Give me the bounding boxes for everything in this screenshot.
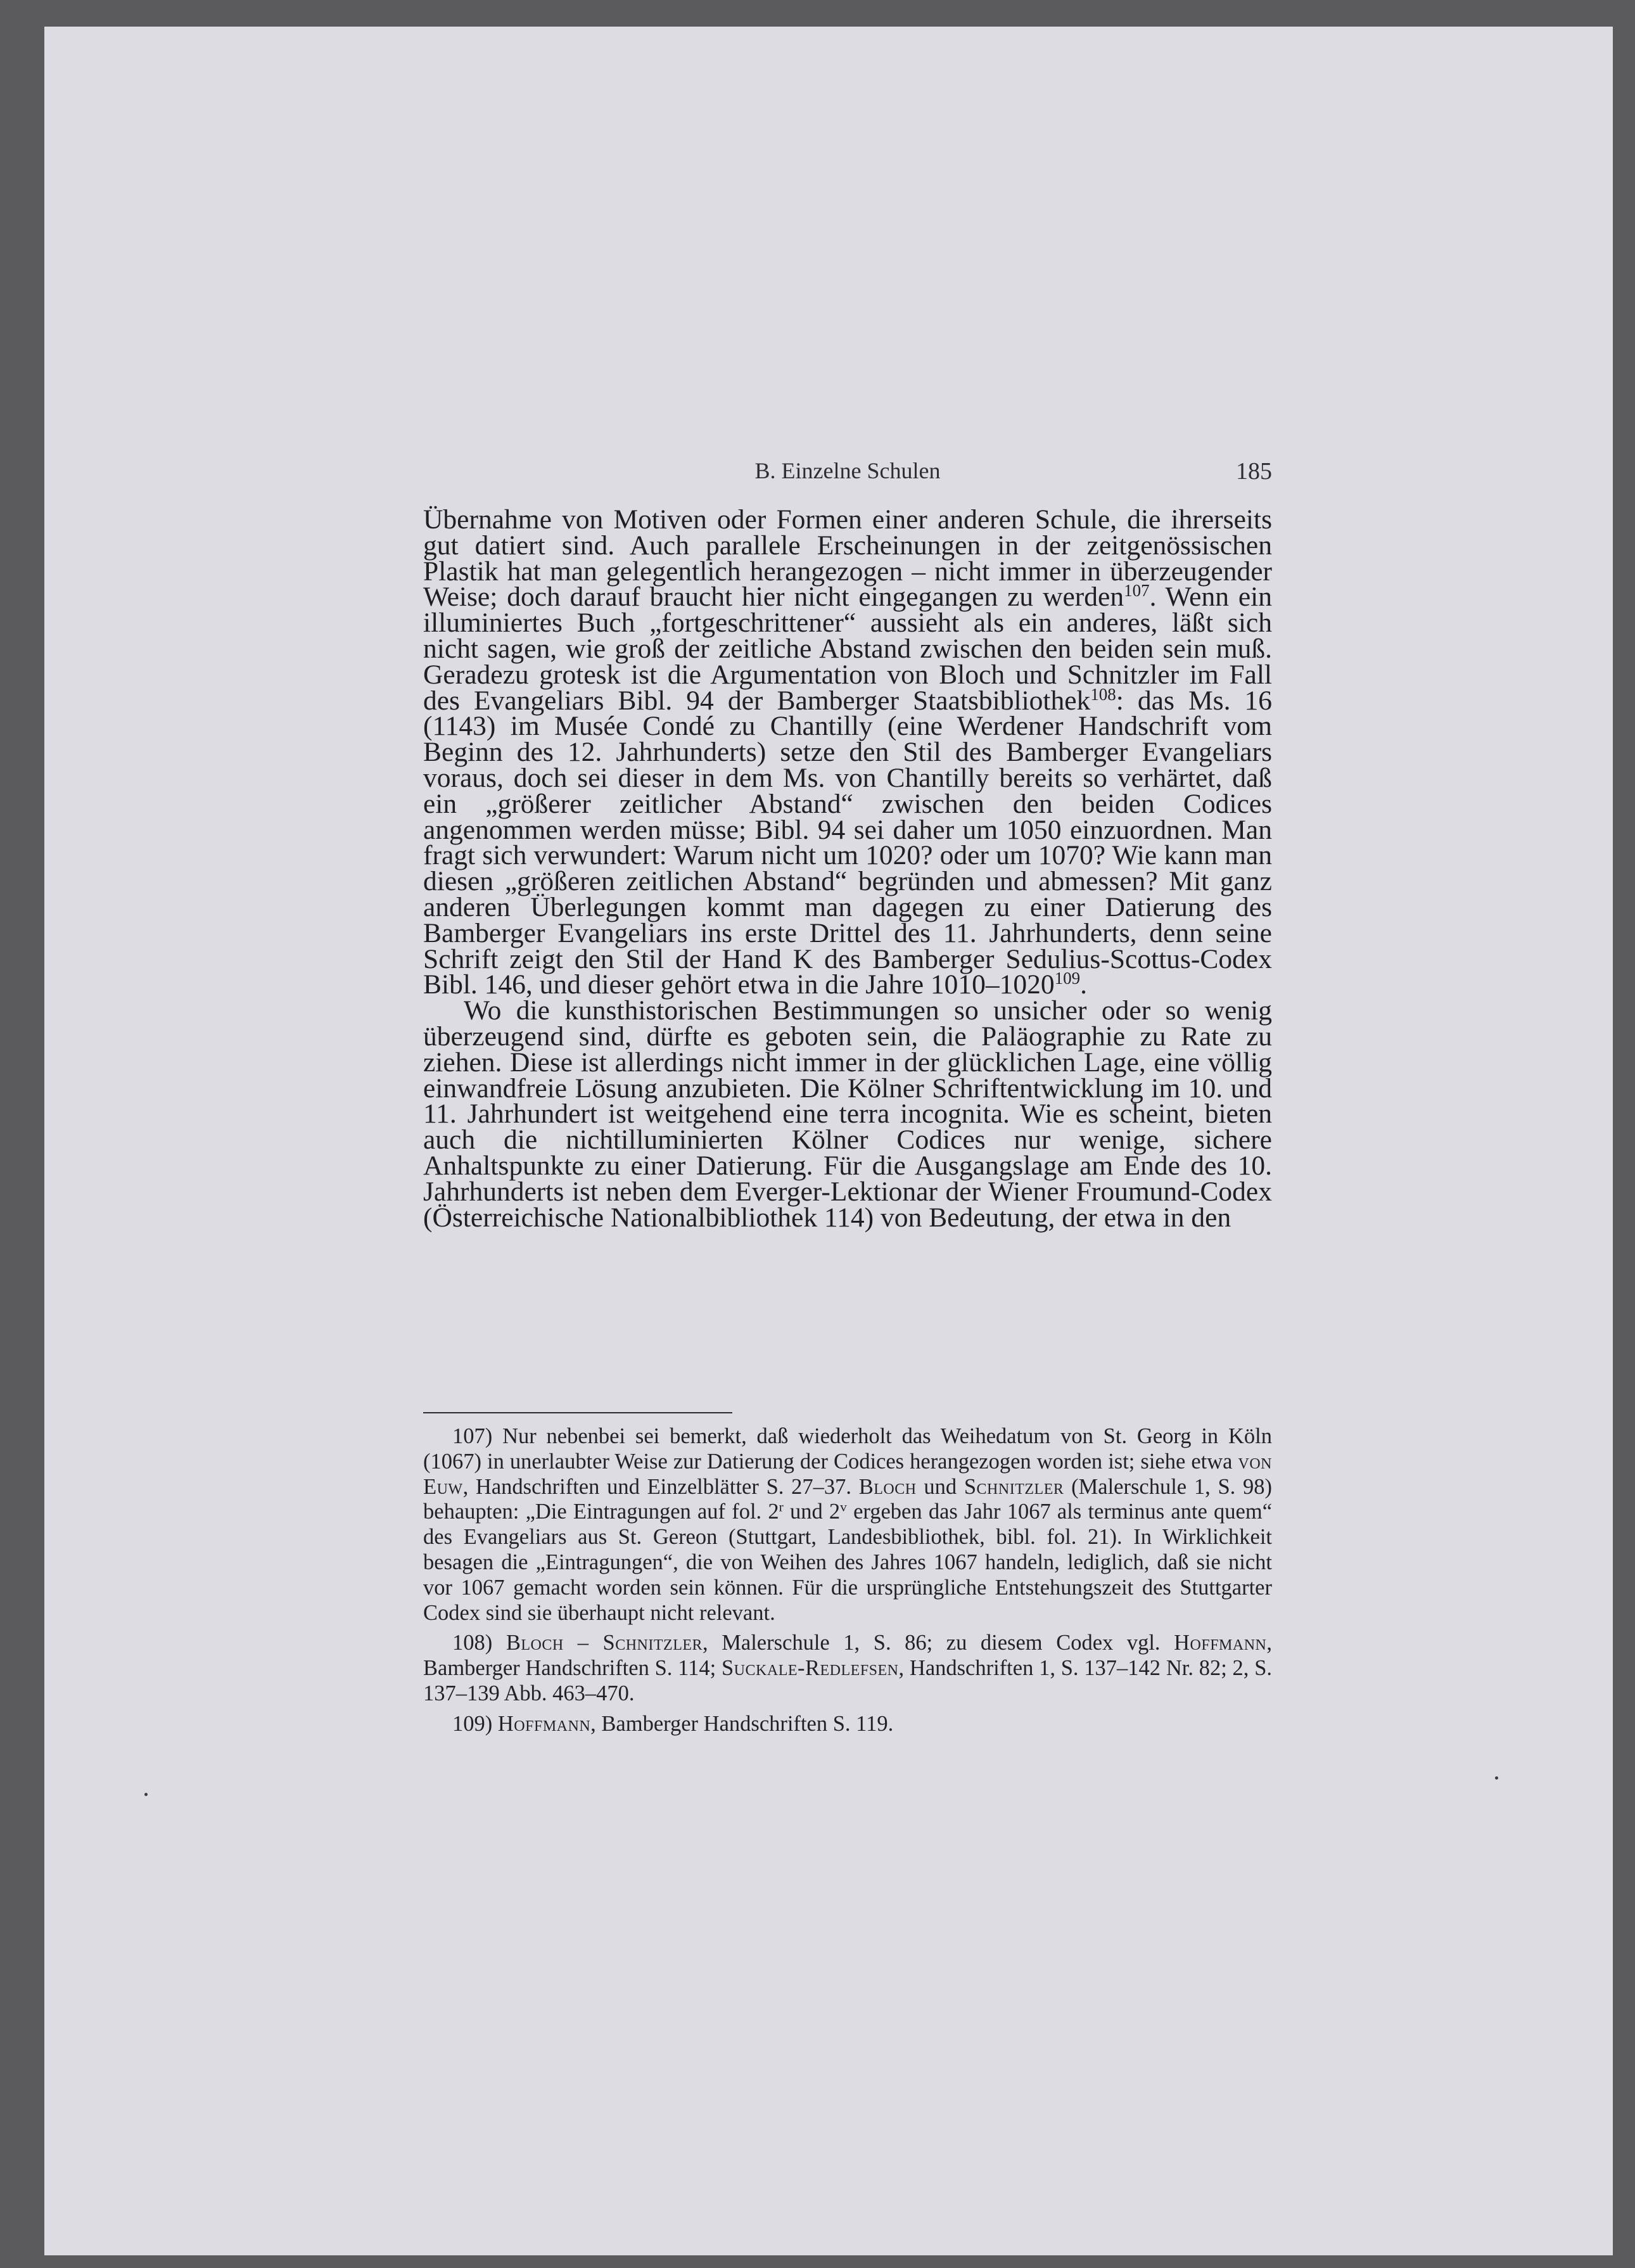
footnote-107-text-f: ergeben das Jahr 1067 als terminus ante quem“ des Evangeliars aus St. Gereon (Stuttgart, Landesbibliothek, bibl. fol. 21). In Wirklichkeit besagen die „Eintragungen“, die von Weihen des Jahres 1067 handeln, lediglich, daß sie nicht vor 1067 gemacht worden sein können. Für die ursprüngliche Entstehungszeit des Stuttgarter Codex sind sie überhaupt nicht relevant. — [423, 1500, 1273, 1625]
running-head: B. Einzelne Schulen — [754, 458, 941, 483]
author-hoffmann-2: Hoffmann — [497, 1711, 591, 1736]
paragraph-1 — [423, 504, 1273, 1000]
author-bloch: Bloch — [858, 1474, 917, 1499]
footnote-107-text-d: (Malerschule 1, S. 98) behaupten: „Die Eintragungen auf fol. 2 — [423, 1474, 1273, 1524]
footnotes — [423, 1424, 1272, 1742]
folio-verso-mark: v — [840, 1499, 847, 1515]
main-text — [423, 504, 1273, 1233]
author-schnitzler: Schnitzler — [964, 1474, 1064, 1499]
footnote-108-text-b: , Bamberger Handschriften S. 114; — [423, 1631, 1273, 1681]
page-header — [423, 457, 1272, 495]
paragraph-1-text-d: . — [1080, 969, 1088, 1000]
scan-speck-right — [1495, 1776, 1498, 1780]
footnote-ref-108: 108 — [1090, 684, 1116, 704]
footnote-107-text-e: und 2 — [783, 1500, 841, 1524]
author-suckale-redlefsen: Suckale-Redlefsen — [722, 1656, 899, 1681]
footnote-108-text-c: , Handschriften 1, S. 137–142 Nr. 82; 2, S. 137–139 Abb. 463–470. — [423, 1656, 1273, 1705]
paragraph-2: Wo die kunsthistorischen Bestimmungen so unsicher oder so wenig überzeugend sind, dürfte es geboten sein, die Paläographie zu Rate zu ziehen. Diese ist allerdings nicht immer in der glücklichen Lage, eine völlig einwandfreie Lösung anzubieten. Die Kölner Schriftentwicklung im 10. und 11. Jahrhundert ist weitgehend eine terra incognita. Wie es scheint, bieten auch die nichtilluminierten Kölner Codices nur wenige, sichere Anhaltspunkte zu einer Datierung. Für die Ausgangslage am Ende des 10. Jahrhunderts ist neben dem Everger-Lektionar der Wiener Froumund-Codex (Österreichische Nationalbibliothek 114) von Bedeutung, der etwa in den — [423, 995, 1272, 1233]
paragraph-1-text-a: Übernahme von Motiven oder Formen einer anderen Schule, die ihrerseits gut datiert sind. Auch parallele Erscheinungen in der zeitgenössischen Plastik hat man gelegentlich herangezogen – nicht immer in überzeugender Weise; doch darauf braucht hier nicht eingegangen zu werden — [423, 504, 1272, 613]
footnote-108 — [423, 1631, 1272, 1706]
author-hoffmann: Hoffmann — [1174, 1631, 1267, 1655]
footnote-separator — [423, 1412, 732, 1413]
footnote-109-number: 109) — [452, 1711, 498, 1736]
paragraph-1-text-c: : das Ms. 16 (1143) im Musée Condé zu Chantilly (eine Werdener Handschrift vom Beginn des 12. Jahrhunderts) setze den Stil des Bamberger Evangeliars voraus, doch sei dieser in dem Ms. von Chantilly bereits so verhärtet, daß ein „größerer zeitlicher Abstand“ zwischen den beiden Codices angenommen werden müsse; Bibl. 94 sei daher um 1050 einzuordnen. Man fragt sich verwundert: Warum nicht um 1020? oder um 1070? Wie kann man diesen „größeren zeitlichen Abstand“ begründen und abmessen? Mit ganz anderen Überlegungen kommt man dagegen zu einer Datierung des Bamberger Evangeliars ins erste Drittel des 11. Jahrhunderts, denn seine Schrift zeigt den Stil der Hand K des Bamberger Sedulius-Scottus-Codex Bibl. 146, und dieser gehört etwa in die Jahre 1010–1020 — [423, 685, 1273, 1000]
author-bloch-schnitzler: Bloch – Schnitzler — [506, 1631, 703, 1655]
paragraph-1-text-b: . Wenn ein illuminiertes Buch „fortgeschrittener“ aussieht als ein anderes, läßt sich nicht sagen, wie groß der zeitliche Abstand zwischen den beiden sein muß. Geradezu grotesk ist die Argumentation von Bloch und Schnitzler im Fall des Evangeliars Bibl. 94 der Bamberger Staatsbibliothek — [423, 582, 1272, 716]
footnote-107-text-c: und — [916, 1474, 964, 1499]
footnote-ref-109: 109 — [1054, 969, 1081, 988]
scan-speck-left — [144, 1793, 148, 1796]
footnote-108-number: 108) — [452, 1631, 506, 1655]
footnote-109 — [423, 1712, 1272, 1737]
footnote-109-text: , Bamberger Handschriften S. 119. — [590, 1711, 894, 1736]
footnote-107-text-a: 107) Nur nebenbei sei bemerkt, daß wiederholt das Weihedatum von St. Georg in Köln (1067) in unerlaubter Weise zur Datierung der Codices herangezogen worden ist; siehe etwa — [423, 1424, 1272, 1474]
page-number: 185 — [1236, 458, 1272, 485]
author-von-euw: von Euw — [423, 1449, 1272, 1499]
footnote-108-text-a: , Malerschule 1, S. 86; zu diesem Codex vgl. — [703, 1631, 1174, 1655]
folio-recto-mark: r — [779, 1499, 784, 1515]
paper-sheet — [44, 27, 1613, 2255]
footnote-ref-107: 107 — [1124, 581, 1150, 601]
footnote-107-text-b: , Handschriften und Einzelblätter S. 27–37. — [462, 1474, 859, 1499]
footnote-107 — [423, 1424, 1272, 1626]
